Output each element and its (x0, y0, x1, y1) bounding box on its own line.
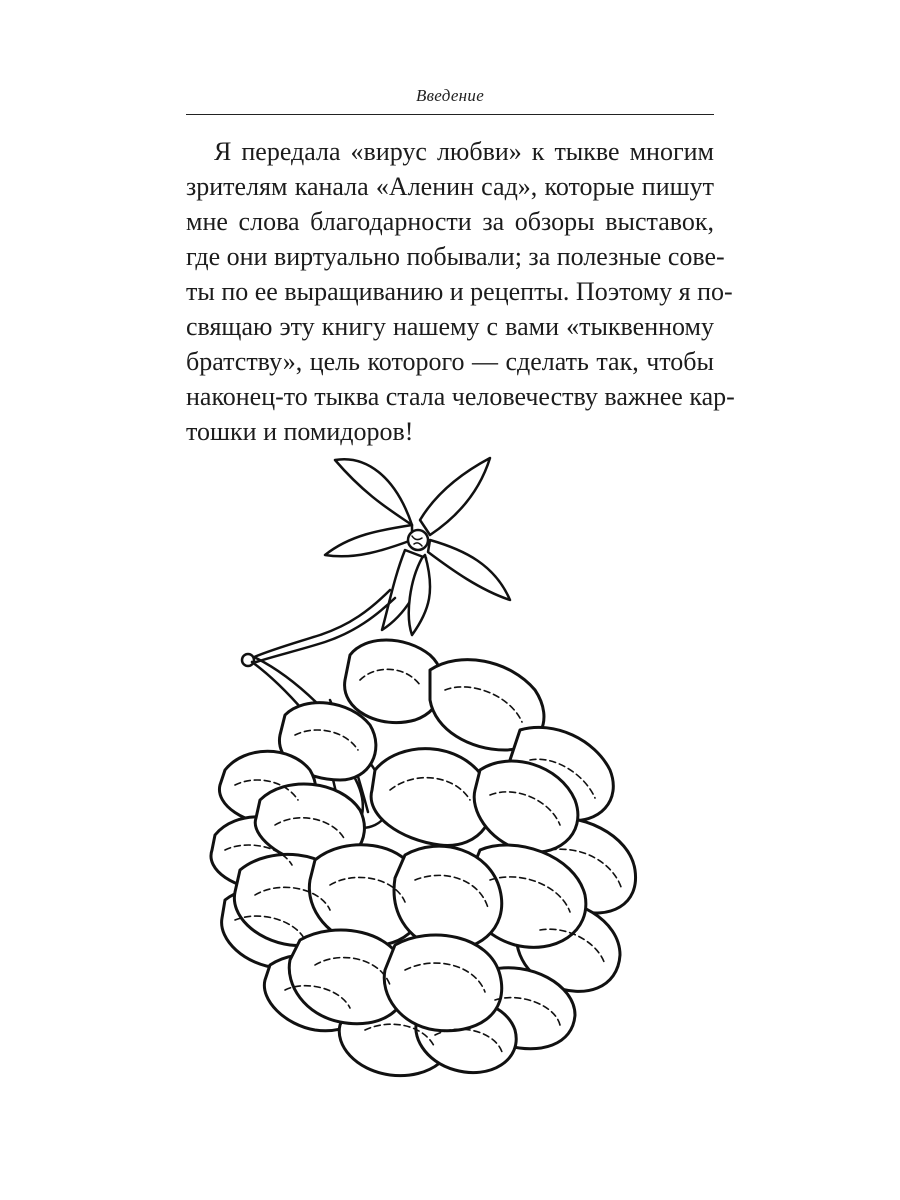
body-paragraph (186, 134, 735, 449)
body-line: где они виртуально побывали; за полезные сове- (186, 242, 725, 271)
body-line: наконец-то тыква стала человечеству важнее кар- (186, 382, 735, 411)
body-line: братству», цель которого — сделать так, чтобы (186, 347, 714, 376)
body-line: тошки и помидоров! (186, 417, 414, 446)
body-line: Я передала «вирус любви» к тыкве многим (214, 137, 714, 166)
pumpkin-drawing (190, 440, 660, 1090)
header-rule (186, 114, 714, 115)
body-line: мне слова благодарности за обзоры выставок, (186, 207, 714, 236)
body-line: зрителям канала «Аленин сад», которые пишут (186, 172, 714, 201)
body-line: ты по ее выращиванию и рецепты. Поэтому я по- (186, 277, 733, 306)
pumpkin-illustration (190, 440, 660, 1090)
flower-icon (325, 458, 510, 635)
body-line: свящаю эту книгу нашему с вами «тыквенному (186, 312, 714, 341)
running-head-title: Введение (415, 86, 485, 105)
